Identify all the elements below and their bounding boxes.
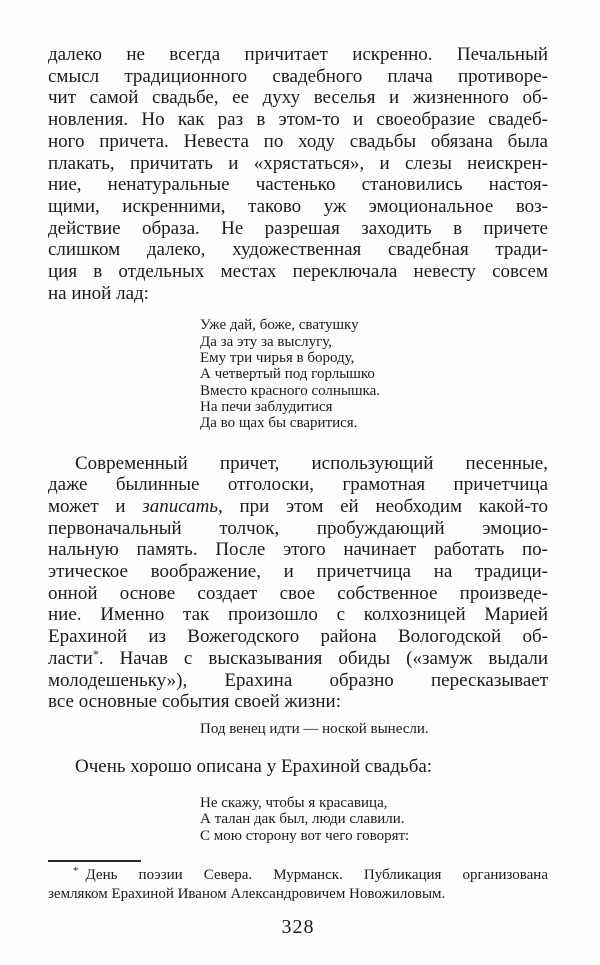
text-line: действие образа. Не разрешая заходить в причете xyxy=(48,217,548,239)
text-segment: может и xyxy=(48,495,143,517)
text-line: слишком далеко, художественная свадебная тради- xyxy=(48,239,548,261)
text-line: новления. Но как раз в этом-то и своеобразие свадеб- xyxy=(48,109,548,131)
text-line: смысл традиционного свадебного плача противоре- xyxy=(48,65,548,87)
footnote-text: День поэзии Севера. Мурманск. Публикация организована xyxy=(85,866,548,883)
text-line: нальную память. После этого начинает работать по- xyxy=(48,539,548,561)
text-line: первоначальный толчок, пробуждающий эмоцио- xyxy=(48,517,548,539)
verse-line: На печи заблудитися xyxy=(200,398,333,415)
text-line: далеко не всегда причитает искренно. Печальный xyxy=(48,44,548,65)
paragraph-3 xyxy=(48,756,548,778)
text-line: молодешеньку»), Ерахина образно пересказывает xyxy=(48,669,548,691)
text-line: щими, искренними, таково уж эмоциональное воз- xyxy=(48,195,548,217)
footnote-marker: * xyxy=(73,864,79,877)
text-segment: ласти xyxy=(48,647,93,669)
text-line: ние, ненатуральные частенько становились настоя- xyxy=(48,174,548,196)
footnote-rule xyxy=(48,860,141,862)
text-line-with-footnote-ref xyxy=(48,648,548,670)
verse-line: А четвертый под горлышко xyxy=(200,366,375,383)
text-line: ция в отдельных местах переключала невесту совсем xyxy=(48,261,548,283)
text-line: ние. Именно так произошло с колхозницей Марией xyxy=(48,604,548,626)
paragraph-continuation xyxy=(48,44,548,304)
verse-line: Да за эту за выслугу, xyxy=(200,333,333,350)
text-line-with-italic xyxy=(48,496,548,518)
text-line: этическое воображение, и причетчица на традици- xyxy=(48,561,548,583)
verse-line: Уже дай, боже, сватушку xyxy=(200,317,359,334)
text-segment: . Начав с высказывания обиды («замуж выдали xyxy=(98,647,548,669)
text-line: даже былинные отголоски, грамотная причетчица xyxy=(48,474,548,496)
text-line: на иной лад: xyxy=(48,282,149,304)
text-line: все основные события своей жизни: xyxy=(48,691,341,713)
verse-block-2 xyxy=(200,795,548,844)
text-line: онной основе создает свое собственное произведе- xyxy=(48,582,548,604)
text-segment: , при этом ей необходим какой-то xyxy=(218,495,548,517)
quote-block xyxy=(200,721,548,737)
verse-line: Ему три чирья в бороду, xyxy=(200,350,355,367)
text-line: Современный причет, использующий песенные, xyxy=(75,452,548,474)
verse-line: Вместо красного солнышка. xyxy=(200,382,381,399)
text-line: плакать, причитать и «хрястаться», и слезы неискрен- xyxy=(48,152,548,174)
page-number: 328 xyxy=(281,915,315,938)
footnote xyxy=(48,866,548,905)
text-line: ного причета. Невеста по ходу свадьбы обязана была xyxy=(48,130,548,152)
verse-line: А талан дак был, люди славили. xyxy=(200,811,405,828)
quote-line: Под венец идти — ноской вынесли. xyxy=(200,720,429,737)
verse-block-1 xyxy=(200,317,548,431)
text-line: чит самой свадьбе, ее духу веселья и жизненного об- xyxy=(48,87,548,109)
footnote-reference-marker: * xyxy=(92,646,99,661)
text-line: Ерахиной из Вожегодского района Вологодской об- xyxy=(48,626,548,648)
footnote-line: земляком Ерахиной Иваном Александровичем Новожиловым. xyxy=(48,886,446,903)
text-line: Очень хорошо описана у Ерахиной свадьба: xyxy=(75,756,433,778)
footnote-area xyxy=(48,860,548,905)
paragraph-2 xyxy=(48,453,548,713)
footnote-line xyxy=(48,866,548,886)
verse-line: Да во щах бы сваритися. xyxy=(200,415,358,432)
verse-line: С мою сторону вот чего говорят: xyxy=(200,827,410,844)
verse-line: Не скажу, чтобы я красавица, xyxy=(200,794,388,811)
italic-word: записать xyxy=(142,495,219,517)
